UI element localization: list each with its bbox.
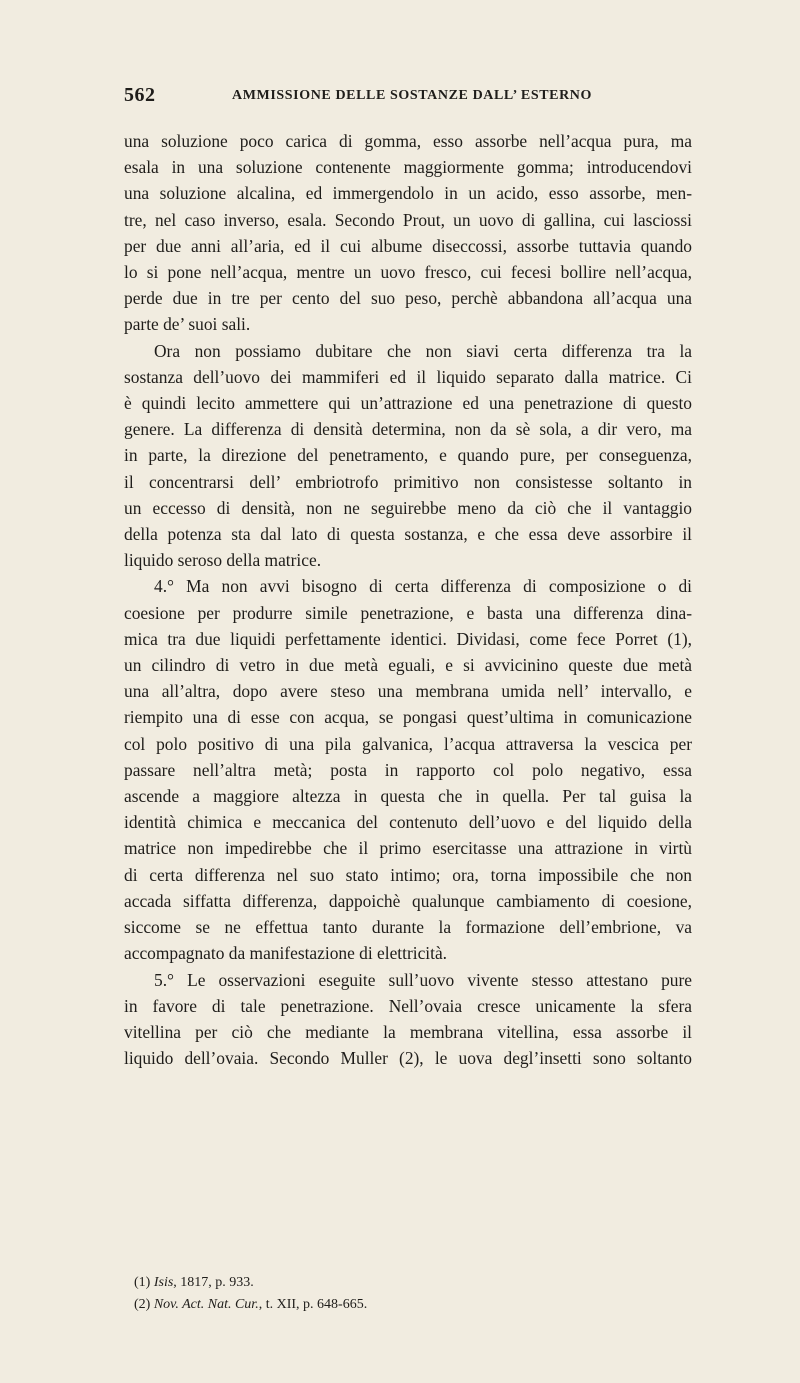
text-line: un eccesso di densità, non ne seguirebbe meno da ciò che il vantaggio [124,497,692,518]
text-line: per due anni all’aria, ed il cui albume diseccossi, assorbe tuttavia quando [124,235,692,256]
paragraph-3 [124,573,692,966]
text-line: il concentrarsi dell’ embriotrofo primitivo non consistesse soltanto in [124,471,692,492]
text-line: identità chimica e meccanica del contenuto dell’uovo e del liquido della [124,812,692,833]
text-line: un cilindro di vetro in due metà eguali, e si avvicinino queste due metà [124,655,692,676]
text-line: esala in una soluzione contenente maggiormente gomma; introducendovi [124,157,692,178]
text-line: è quindi lecito ammettere qui un’attrazione ed una penetrazione di questo [124,393,692,414]
footnote-2 [134,1294,654,1316]
footnote-source: Isis [153,1275,174,1290]
text-line: passare nell’altra metà; posta in rapporto col polo negativo, essa [124,759,692,780]
footnote-mark: (2) [134,1297,151,1312]
text-line: 5.° Le osservazioni eseguite sull’uovo vivente stesso attestano pure [154,969,692,990]
text-line: perde due in tre per cento del suo peso, perchè abbandona all’acqua una [124,288,692,309]
text-line: accompagnato da manifestazione di elettricità. [124,943,448,964]
footnote-reference: , 1817, p. 933. [173,1275,254,1290]
text-line: Ora non possiamo dubitare che non siavi certa differenza tra la [154,340,692,361]
text-line: liquido dell’ovaia. Secondo Muller (2), le uova degl’insetti sono soltanto [124,1048,692,1069]
text-line: parte de’ suoi sali. [124,314,251,335]
text-line: sostanza dell’uovo dei mammiferi ed il liquido separato dalla matrice. Ci [124,366,692,387]
text-line: matrice non impedirebbe che il primo esercitasse una attrazione in virtù [124,838,692,859]
text-line: accada siffatta differenza, dappoichè qualunque cambiamento di coesione, [124,890,692,911]
text-line: col polo positivo di una pila galvanica, l’acqua attraversa la vescica per [124,733,692,754]
text-line: siccome se ne effettua tanto durante la formazione dell’embrione, va [124,917,692,938]
text-line: vitellina per ciò che mediante la membrana vitellina, essa assorbe il [124,1021,692,1042]
text-line: ascende a maggiore altezza in questa che in quella. Per tal guisa la [124,786,692,807]
text-line: coesione per produrre simile penetrazione, e basta una differenza dina- [124,602,692,623]
body-text [124,128,692,1071]
page-header [124,84,684,108]
text-line: una soluzione poco carica di gomma, esso assorbe nell’acqua pura, ma [124,131,692,151]
running-head: AMMISSIONE DELLE SOSTANZE DALL’ ESTERNO [232,88,593,103]
footnote-1 [134,1272,654,1294]
footnote-reference: , t. XII, p. 648-665. [258,1297,368,1312]
text-line: una all’altra, dopo avere steso una membrana umida nell’ intervallo, e [124,681,692,702]
text-line: lo si pone nell’acqua, mentre un uovo fresco, cui fecesi bollire nell’acqua, [124,262,692,283]
text-line: di certa differenza nel suo stato intimo; ora, torna impossibile che non [124,864,692,885]
text-line: liquido seroso della matrice. [124,550,322,571]
text-line: riempito una di esse con acqua, se pongasi quest’ultima in comunicazione [124,707,692,728]
text-line: genere. La differenza di densità determina, non da sè sola, a dir vero, ma [124,419,692,440]
text-line: in parte, la direzione del penetramento, e quando pure, per conseguenza, [124,445,692,466]
text-line: 4.° Ma non avvi bisogno di certa differenza di composizione o di [154,576,692,597]
text-line: della potenza sta dal lato di questa sostanza, e che essa deve assorbire il [124,524,692,545]
text-line: in favore di tale penetrazione. Nell’ovaia cresce unicamente la sfera [124,995,692,1016]
text-line: una soluzione alcalina, ed immergendolo in un acido, esso assorbe, men- [124,183,692,204]
footnote-mark: (1) [134,1275,151,1290]
paragraph-4 [124,967,692,1072]
paragraph-1 [124,128,692,338]
page-number: 562 [124,84,156,106]
text-line: mica tra due liquidi perfettamente identici. Dividasi, come fece Porret (1), [124,628,692,649]
paragraph-2 [124,338,692,574]
footnotes [134,1272,654,1316]
text-line: tre, nel caso inverso, esala. Secondo Prout, un uovo di gallina, cui lasciossi [124,209,692,230]
footnote-source: Nov. Act. Nat. Cur. [153,1297,259,1312]
